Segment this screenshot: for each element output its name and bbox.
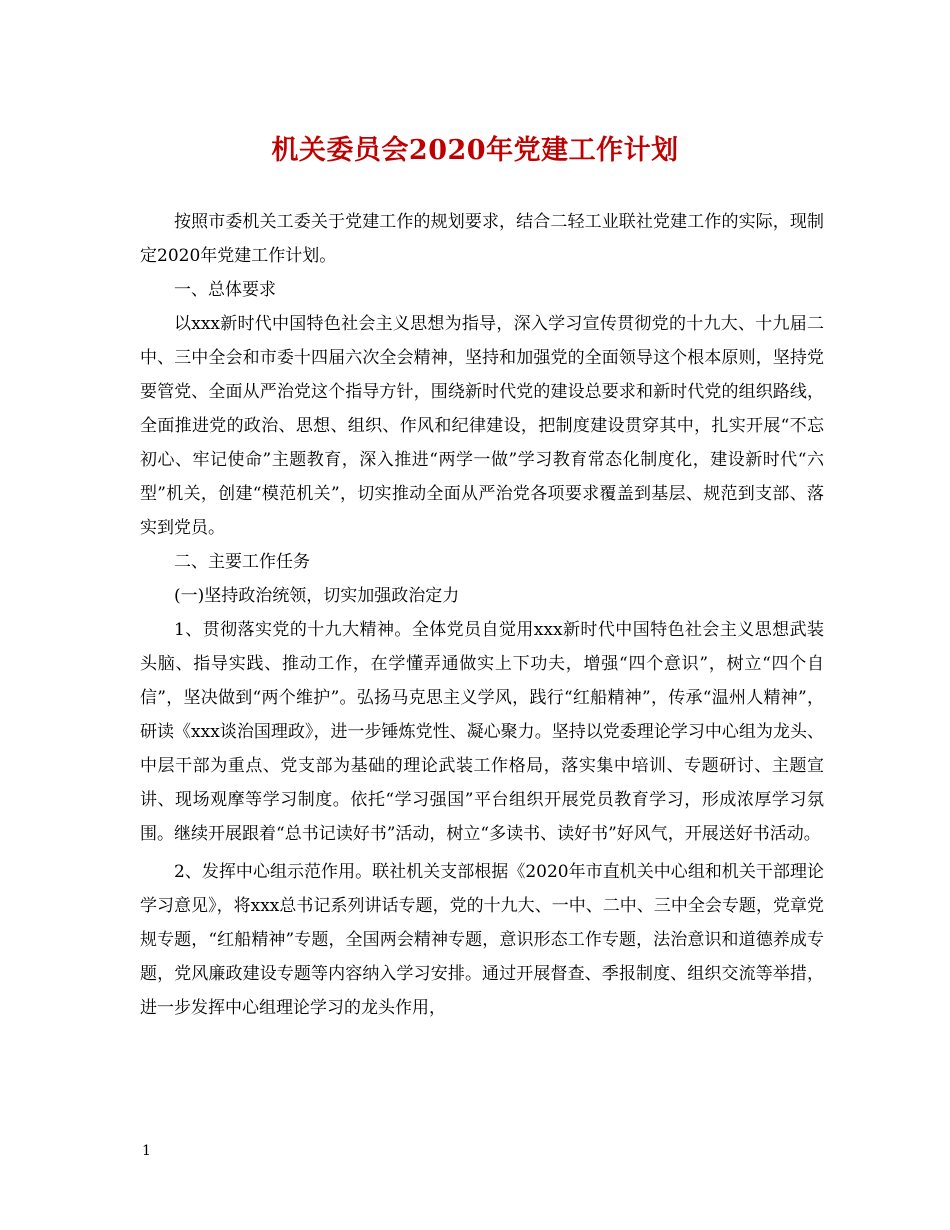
section-heading-general-requirements: 一、总体要求 [174,280,276,300]
paragraph-item-1: 1、贯彻落实党的十九大精神。全体党员自觉用xxx新时代中国特色社会主义思想武装头脑、指导实践、推动工作，在学懂弄通做实上下功夫，增强“四个意识”，树立“四个自信”，坚决做到“两个维护”。弘扬马克思主义学风，践行“红船精神”，传承“温州人精神”，研读《xxx谈治国理政》，进一步锤炼党性、凝心聚力。坚持以党委理论学习中心组为龙头、中层干部为重点、党支部为基础的理论武装工作格局，落实集中培训、专题研讨、主题宣讲、现场观摩等学习制度。依托“学习强国”平台组织开展党员教育学习，形成浓厚学习氛围。继续开展跟着“总书记读好书”活动，树立“多读书、读好书”好风气，开展送好书活动。 [140,620,824,844]
paragraph-item-2: 2、发挥中心组示范作用。联社机关支部根据《2020年市直机关中心组和机关干部理论学习意见》，将xxx总书记系列讲话专题，党的十九大、一中、二中、三中全会专题，党章党规专题，“红船精神”专题，全国两会精神专题，意识形态工作专题，法治意识和道德养成专题，党风廉政建设专题等内容纳入学习安排。通过开展督查、季报制度、组织交流等举措，进一步发挥中心组理论学习的龙头作用， [140,862,824,1018]
section-heading-main-tasks: 二、主要工作任务 [174,552,310,572]
page-number: 1 [142,1143,151,1159]
paragraph-general-requirements: 以xxx新时代中国特色社会主义思想为指导，深入学习宣传贯彻党的十九大、十九届二中、三中全会和市委十四届六次全会精神，坚持和加强党的全面领导这个根本原则，坚持党要管党、全面从严治党这个指导方针，围绕新时代党的建设总要求和新时代党的组织路线，全面推进党的政治、思想、组织、作风和纪律建设，把制度建设贯穿其中，扎实开展“不忘初心、牢记使命”主题教育，深入推进“两学一做”学习教育常态化制度化，建设新时代“六型”机关，创建“模范机关”，切实推动全面从严治党各项要求覆盖到基层、规范到支部、落实到党员。 [140,314,824,538]
subsection-heading-political-leadership: (一)坚持政治统领，切实加强政治定力 [174,586,460,606]
document-title: 机关委员会2020年党建工作计划 [271,135,679,166]
paragraph-intro: 按照市委机关工委关于党建工作的规划要求，结合二轻工业联社党建工作的实际，现制定2020年党建工作计划。 [140,212,824,266]
document-body [140,205,824,1025]
